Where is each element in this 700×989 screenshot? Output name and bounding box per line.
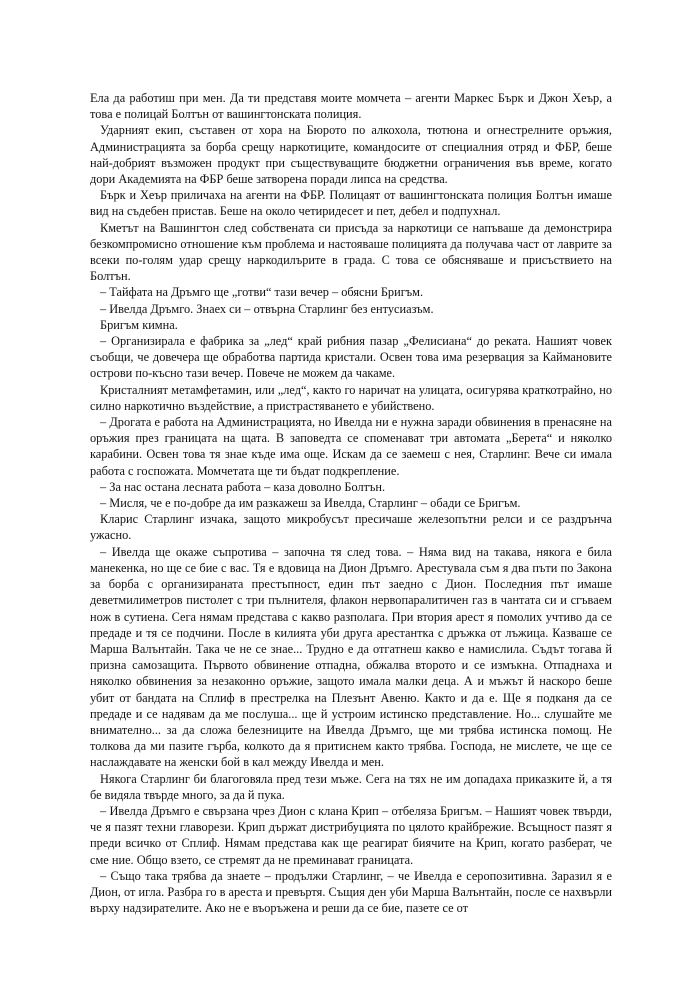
paragraph-7: Бригъм кимна. xyxy=(100,317,178,332)
paragraph-11: – За нас остана лесната работа – каза доволно Болтън. xyxy=(100,479,386,494)
paragraph-9: Кристалният метамфетамин, или „лед“, както го наричат на улицата, осигурява краткотрайно, но силно наркотично въздействие, а пристрастяването е убийствено. xyxy=(90,382,612,413)
paragraph-15: Някога Старлинг би благоговяла пред тези мъже. Сега на тях не им допадаха приказките й, а тя бе видяла твърде много, за да й пука. xyxy=(90,771,612,802)
paragraph-6: – Ивелда Дръмго. Знаех си – отвърна Старлинг без ентусиазъм. xyxy=(100,301,434,316)
paragraph-16: – Ивелда Дръмго е свързана чрез Дион с клана Крип – отбеляза Бригъм. – Нашият човек твърди, че я пазят техни главорези. Крип държат дистрибуцията по цялото крайбрежие. Всъщност пазят я преди всичко от Сплиф. Нямам представа как ще реагират биячите на Крип, когато разберат, че сме ние. Общо взето, се стремят да не преминават границата. xyxy=(90,803,612,867)
paragraph-3: Бърк и Хеър приличаха на агенти на ФБР. Полицаят от вашингтонската полиция Болтън имаше вид на съдебен пристав. Беше на около четиридесет и пет, дебел и подпухнал. xyxy=(90,188,612,219)
paragraph-5: – Тайфата на Дръмго ще „готви“ тази вечер – обясни Бригъм. xyxy=(100,285,424,300)
document-page xyxy=(90,90,612,916)
paragraph-17: – Също така трябва да знаете – продължи Старлинг, – че Ивелда е серопозитивна. Заразил я е Дион, от игла. Разбра го в ареста и превъртя. Същия ден уби Марша Валънтайн, после се нахвърли върху надзирателите. Ако не е въоръжена и реши да се бие, пазете се от xyxy=(90,868,612,916)
paragraph-4: Кметът на Вашингтон след собствената си присъда за наркотици се напъваше да демонстрира безкомпромисно отношение към проблема и настояваше полицията да получава част от лаврите за всеки по-голям удар срещу наркодилърите в града. С това се обясняваше и присъствието на Болтън. xyxy=(90,220,612,284)
paragraph-14: – Ивелда ще окаже съпротива – започна тя след това. – Няма вид на такава, някога е била манекенка, но ще се бие с вас. Тя е вдовица на Дион Дръмго. Арестувала съм я два пъти по Закона за борба с организираната престъпност, един път заедно с Дион. Последния път имаше деветмилиметров пистолет с три пълнителя, флакон нервопаралитичен газ в чантата си и сгъваем нож в сутиена. Сега нямам представа с какво разполага. При втория арест я помолих учтиво да се предаде и тя се подчини. После в килията уби друга арестантка с дръжка от лъжица. Казваше се Марша Валънтайн. Така че не се знае... Трудно е да отгатнеш какво е намислила. Съдът тогава й призна самозащита. Първото обвинение отпадна, обжалва второто и се измъкна. Отпаднаха и няколко обвинения за незаконно оръжие, защото имала малки деца. А и мъжът й наскоро беше убит от бандата на Сплиф в престрелка на Плезънт Авеню. Както и да е. Ще я подканя да се предаде и се надявам да ме послуша... ще й устроим истинско представление. Но... слушайте ме внимателно... за да сложа белезниците на Ивелда Дръмго, ще ми трябва истинска помощ. Не толкова да ми пазите гърба, колкото да я притиснем както трябва. Господа, не мислете, че ще се наслаждавате на женски бой в кал между Ивелда и мен. xyxy=(90,544,612,770)
paragraph-8: – Организирала е фабрика за „лед“ край рибния пазар „Фелисиана“ до реката. Нашият човек съобщи, че довечера ще обработва партида кристали. Освен това има резервация за Каймановите острови по-късно тази вечер. Повече не можем да чакаме. xyxy=(90,334,612,381)
paragraph-2: Ударният екип, съставен от хора на Бюрото по алкохола, тютюна и огнестрелните оръжия, Администрацията за борба срещу наркотиците, командосите от специалния отряд и ФБР, беше най-добрият възможен продукт при съществуващите бюджетни ограничения във време, когато дори Академията на ФБР беше затворена поради липса на средства. xyxy=(90,123,612,187)
paragraph-13: Кларис Старлинг изчака, защото микробусът пресичаше железопътни релси и се раздрънча ужасно. xyxy=(90,512,612,543)
paragraph-10: – Дрогата е работа на Администрацията, но Ивелда ни е нужна заради обвинения в пренасяне на оръжия през границата на щата. В заповедта се споменават три автомата „Берета“ и няколко карабини. Освен това тя знае къде има още. Искам да се заемеш с нея, Старлинг. Вече си имала работа с госпожата. Момчетата ще ти бъдат подкрепление. xyxy=(90,415,612,478)
paragraph-12: – Мисля, че е по-добре да им разкажеш за Ивелда, Старлинг – обади се Бригъм. xyxy=(100,496,521,511)
paragraph-1: Ела да работиш при мен. Да ти представя моите момчета – агенти Маркес Бърк и Джон Хеър, а това е полицай Болтън от вашингтонската полиция. xyxy=(90,91,612,122)
